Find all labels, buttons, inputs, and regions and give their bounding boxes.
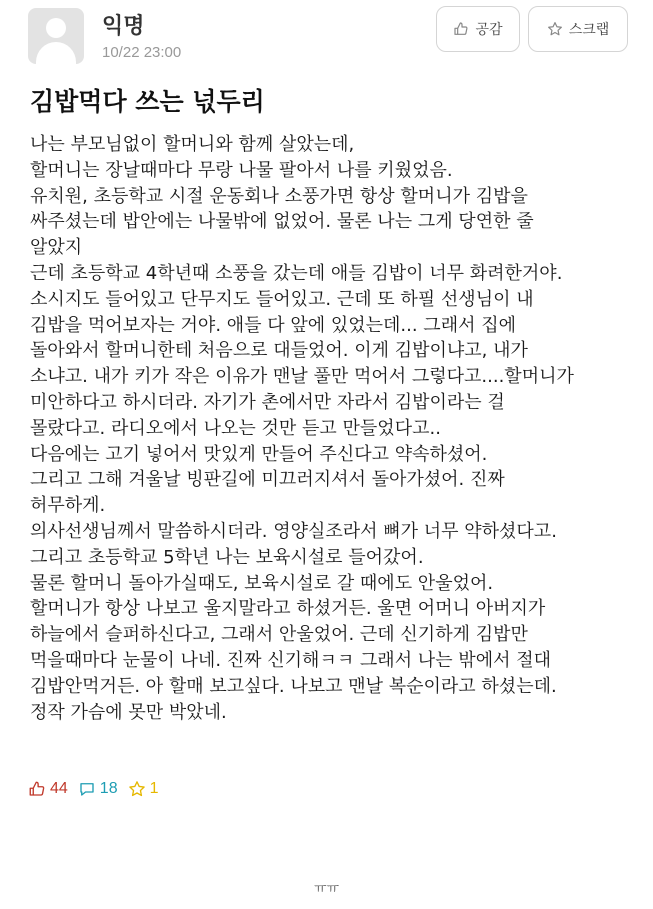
thumbs-up-icon [28, 780, 46, 798]
post-stats [28, 780, 159, 798]
post-body-line: 먹을때마다 눈물이 나네. 진짜 신기해ㅋㅋ 그래서 나는 밖에서 절대 [30, 649, 551, 671]
comment-icon [78, 780, 96, 798]
post-body-line: 허무하게. [30, 495, 106, 517]
post-body-line: 정작 가슴에 못만 박았네. [30, 701, 227, 723]
thumbs-up-icon [453, 21, 469, 37]
post-body-line: 다음에는 고기 넣어서 맛있게 만들어 주신다고 약속하셨어. [30, 443, 488, 465]
post-body-line: 알았지 [30, 237, 83, 259]
avatar-body-shape [36, 42, 76, 64]
like-button[interactable] [436, 6, 520, 52]
like-count-value: 44 [50, 780, 68, 797]
post-body-line: 의사선생님께서 말씀하시더라. 영양실조라서 뼈가 너무 약하셨다고. [30, 520, 557, 542]
post-body-line: 싸주셨는데 밥안에는 나물밖에 없었어. 물론 나는 그게 당연한 줄 [30, 211, 534, 233]
scrap-count-value: 1 [149, 780, 159, 797]
post-body-line: 김밥안먹거든. 아 할매 보고싶다. 나보고 맨날 복순이라고 하셨는데. [30, 675, 557, 697]
post-body-line: 미안하다고 하시더라. 자기가 촌에서만 자라서 김밥이라는 걸 [30, 391, 505, 413]
post-body-line: 돌아와서 할머니한테 처음으로 대들었어. 이게 김밥이냐고, 내가 [30, 340, 528, 362]
post-body-line: 몰랐다고. 라디오에서 나오는 것만 듣고 만들었다고.. [30, 417, 441, 439]
footer-text: ㅠㅠ [313, 882, 340, 897]
post-body-line: 할머니가 항상 나보고 울지말라고 하셨거든. 울면 어머니 아버지가 [30, 598, 546, 620]
post-body-line: 나는 부모님없이 할머니와 함께 살았는데, [30, 134, 355, 155]
star-icon [547, 21, 563, 37]
comment-count [78, 780, 118, 798]
avatar-head-shape [46, 18, 66, 38]
avatar [28, 8, 84, 64]
post-body-line: 하늘에서 슬퍼하신다고, 그래서 안울었어. 근데 신기하게 김밥만 [30, 624, 528, 646]
comment-count-value: 18 [99, 780, 118, 797]
scrap-button-label: 스크랩 [568, 22, 610, 38]
like-button-label: 공감 [475, 22, 503, 38]
post-body-line: 그리고 그해 겨울날 빙판길에 미끄러지셔서 돌아가셨어. 진짜 [30, 469, 505, 491]
like-count [28, 780, 68, 798]
post-date: 10/22 23:00 [102, 44, 182, 61]
star-icon [128, 780, 146, 798]
post-title: 김밥먹다 쓰는 넋두리 [30, 87, 265, 116]
post-header [0, 0, 653, 80]
post-body-line: 유치원, 초등학교 시절 운동회나 소풍가면 항상 할머니가 김밥을 [30, 185, 528, 207]
post-body-line: 소시지도 들어있고 단무지도 들어있고. 근데 또 하필 선생님이 내 [30, 288, 534, 310]
scrap-count [128, 780, 159, 798]
post-body [30, 132, 630, 725]
scrap-button[interactable] [528, 6, 628, 52]
post-body-line: 김밥을 먹어보자는 거야. 애들 다 앞에 있었는데... 그래서 집에 [30, 314, 516, 336]
post-body-line: 물론 할머니 돌아가실때도, 보육시설로 갈 때에도 안울었어. [30, 572, 494, 594]
post-body-line: 그리고 초등학교 5학년 나는 보육시설로 들어갔어. [30, 546, 424, 568]
post-body-line: 소냐고. 내가 키가 작은 이유가 맨날 풀만 먹어서 그렇다고....할머니가 [30, 366, 574, 388]
author-name: 익명 [102, 14, 145, 39]
post-body-line: 할머니는 장날때마다 무랑 나물 팔아서 나를 키웠었음. [30, 159, 453, 181]
post-body-line: 근데 초등학교 4학년때 소풍을 갔는데 애들 김밥이 너무 화려한거야. [30, 262, 563, 284]
